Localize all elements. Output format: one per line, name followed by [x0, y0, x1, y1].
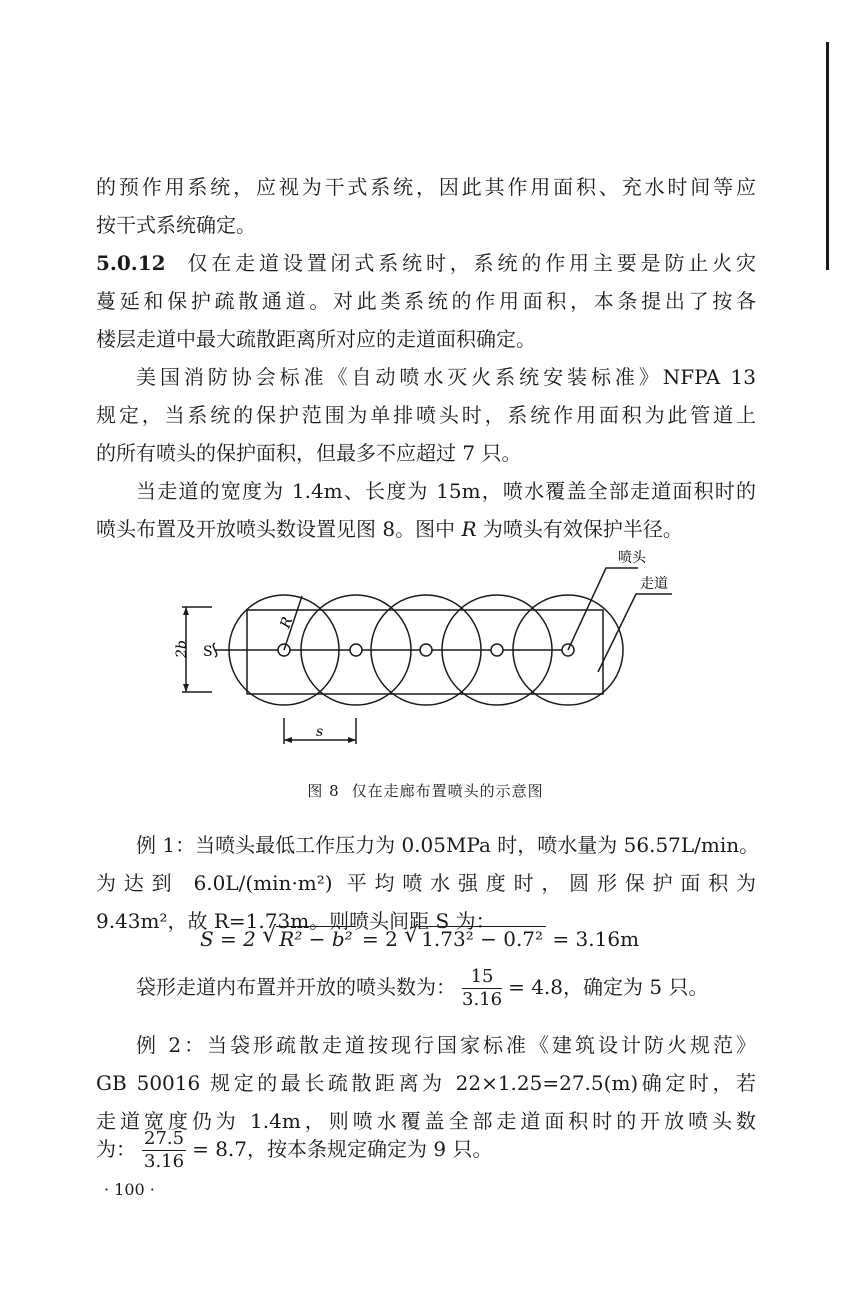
paragraph-line: 蔓延和保护疏散通道。对此类系统的作用面积，本条提出了按各: [96, 289, 756, 313]
paragraph-line: 楼层走道中最大疏散距离所对应的走道面积确定。: [96, 327, 536, 351]
dim-arrow: [284, 737, 292, 743]
dim-arrow: [183, 607, 189, 615]
paragraph-line: 9.43m²，故 R=1.73m。则喷头间距 S 为：: [96, 909, 496, 933]
fraction-numerator: 15: [462, 966, 502, 989]
formula-mid: = 2: [362, 927, 398, 951]
result-prefix: 为：: [96, 1137, 136, 1161]
count-line: [136, 966, 708, 1011]
dim-arrow: [348, 737, 356, 743]
section-line: [96, 244, 756, 282]
fraction-denominator: 3.16: [144, 1151, 185, 1172]
paragraph-line: GB 50016 规定的最长疏散距离为 22×1.25=27.5(m)确定时，若: [96, 1071, 756, 1095]
figure-caption: [0, 780, 851, 801]
sqrt-expression: [276, 926, 355, 951]
sprinkler-head: [350, 644, 362, 656]
body-text-top: [96, 168, 756, 548]
example-1-text: [96, 826, 760, 940]
count-prefix: 袋形走道内布置并开放的喷头数为：: [136, 975, 456, 999]
result-line: [96, 1128, 492, 1173]
paragraph-text: 喷头布置及开放喷头数设置见图 8。图中: [96, 517, 462, 541]
paragraph-text: 为喷头有效保护半径。: [476, 517, 683, 541]
fraction-denominator: 3.16: [462, 989, 503, 1010]
caption-number: 图 8: [307, 782, 340, 800]
paragraph-line: 的所有喷头的保护面积，但最多不应超过 7 只。: [96, 441, 522, 465]
page-edge-bar: [826, 42, 829, 270]
count-suffix: = 4.8，确定为 5 只。: [508, 975, 709, 999]
fraction-numerator: 27.5: [144, 1128, 185, 1149]
label-corridor: 走道: [640, 576, 668, 592]
label-sprinkler: 喷头: [618, 550, 646, 566]
paragraph-line: 例 1：当喷头最低工作压力为 0.05MPa 时，喷水量为 56.57L/min。: [136, 833, 760, 857]
formula-rhs: = 3.16m: [552, 927, 640, 951]
paragraph-line: 当走道的宽度为 1.4m、长度为 15m，喷水覆盖全部走道面积时的: [136, 479, 756, 503]
sprinkler-head: [420, 644, 432, 656]
paragraph-line: 为达到 6.0L/(min·m²) 平均喷水强度时，圆形保护面积为: [96, 871, 756, 895]
label-S-left: S: [203, 644, 213, 660]
result-suffix: = 8.7，按本条规定确定为 9 只。: [192, 1137, 493, 1161]
label-2b: 2b: [174, 640, 190, 658]
label-R: R: [277, 614, 297, 631]
dim-arrow: [183, 684, 189, 692]
paragraph-line: 规定，当系统的保护范围为单排喷头时，系统作用面积为此管道上: [96, 403, 756, 427]
paragraph-line: 美国消防协会标准《自动喷水灭火系统安装标准》NFPA 13: [136, 365, 756, 389]
figure-8-diagram: [0, 540, 851, 760]
paragraph-line: 例 2：当袋形疏散走道按现行国家标准《建筑设计防火规范》: [136, 1033, 756, 1057]
formula-lhs: S = 2: [200, 927, 256, 951]
symbol-R: R: [461, 517, 477, 541]
sqrt-content: R² − b²: [279, 927, 353, 951]
sprinkler-head: [491, 644, 503, 656]
paragraph-line: 按干式系统确定。: [96, 213, 256, 237]
leader-line-corridor: [598, 594, 672, 672]
page-number: · 100 ·: [104, 1180, 155, 1199]
sqrt-expression: [418, 926, 546, 951]
fraction: [462, 966, 502, 1011]
paragraph-text: 仅在走道设置闭式系统时，系统的作用主要是防止火灾: [183, 251, 756, 275]
sqrt-content: 1.73² − 0.7²: [421, 927, 544, 951]
section-number: 5.0.12: [96, 251, 166, 275]
spacing-formula: [200, 926, 639, 951]
label-s: s: [316, 724, 324, 740]
paragraph-line: 的预作用系统，应视为干式系统，因此其作用面积、充水时间等应: [96, 175, 756, 199]
fraction: [142, 1128, 186, 1173]
caption-text: 仅在走廊布置喷头的示意图: [351, 782, 544, 800]
example-2-text: [96, 1026, 756, 1140]
paragraph-line: 走道宽度仍为 1.4m，则喷水覆盖全部走道面积时的开放喷头数: [96, 1109, 756, 1133]
